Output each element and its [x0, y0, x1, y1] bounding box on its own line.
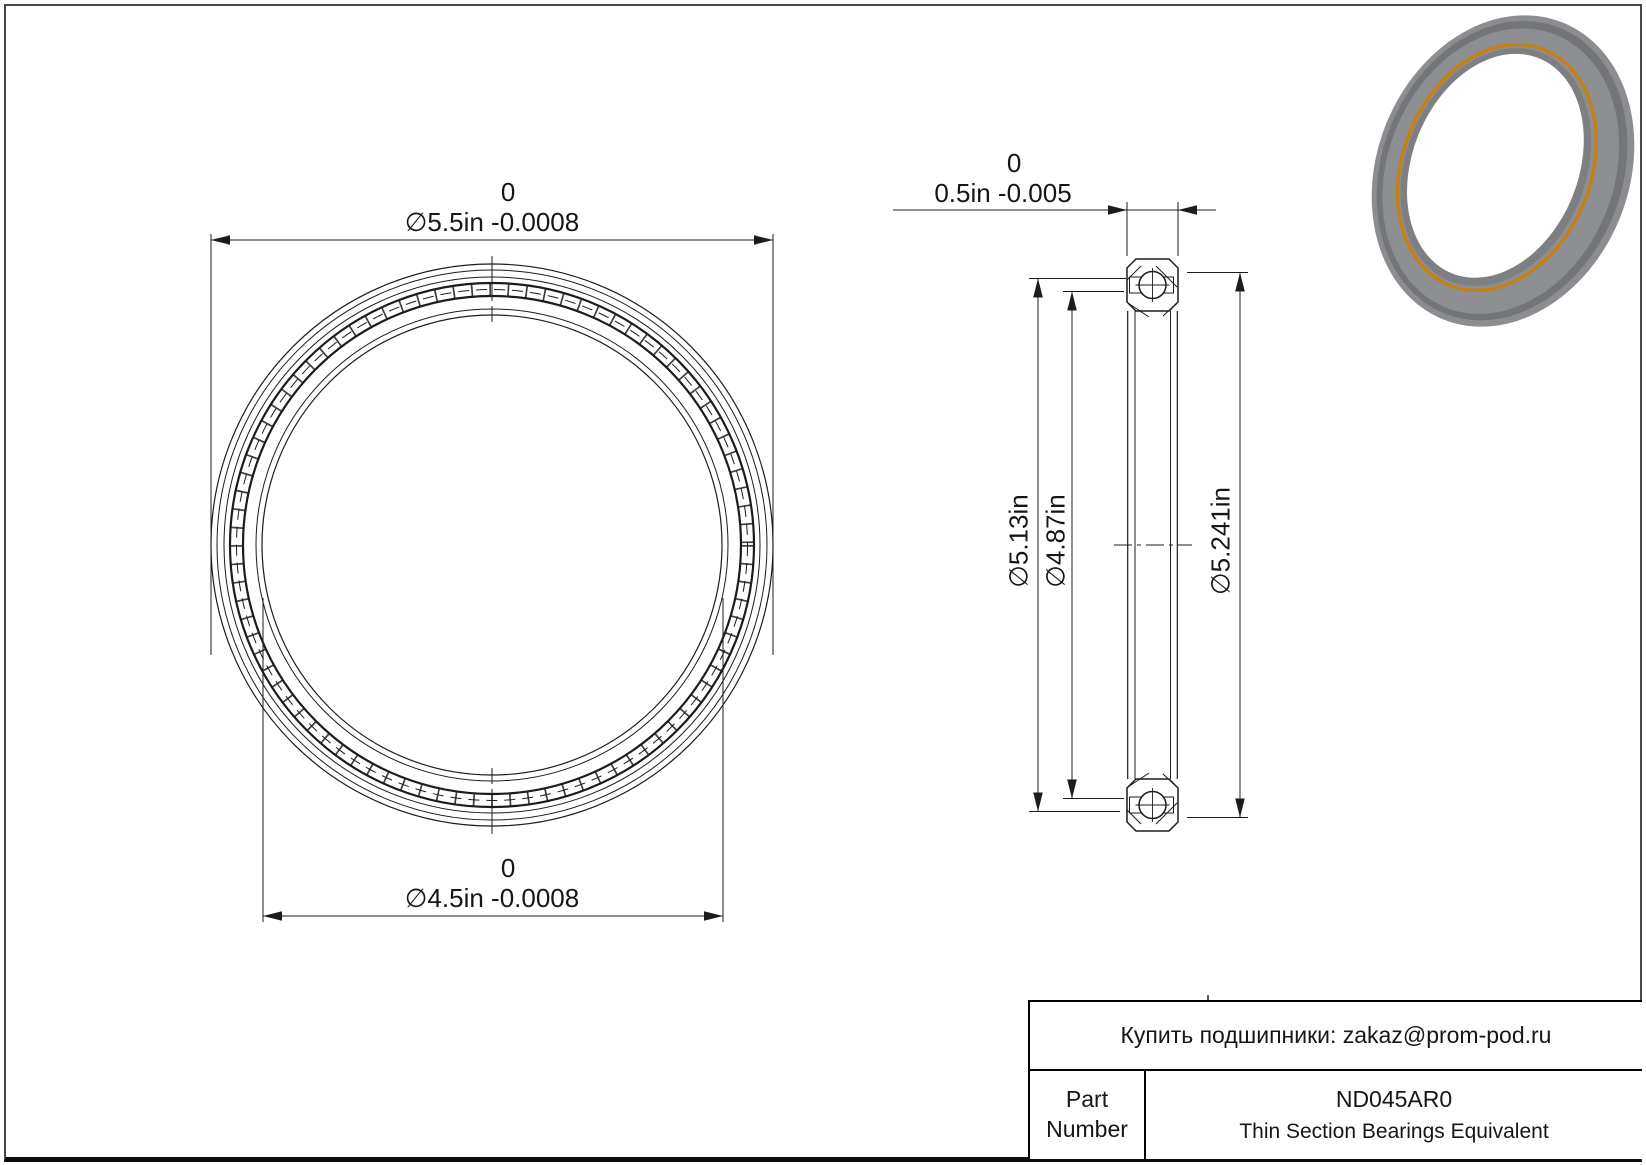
dim-outer-land-diameter: ∅5.241in [1205, 487, 1236, 595]
dim-width-label: 0.5in -0.005 [934, 178, 1072, 208]
dim-bore-diameter-label: ∅4.5in -0.0008 [404, 883, 580, 913]
dim-bore-diameter [377, 855, 607, 911]
dim-outer-race-diameter: ∅5.13in [1003, 494, 1034, 588]
bearing-description: Thin Section Bearings Equivalent [1239, 1120, 1549, 1143]
dim-outer-diameter-upper-tol: 0 [500, 177, 516, 207]
title-block-part-row [1030, 1071, 1642, 1159]
part-number-label-line2: Number [1046, 1116, 1128, 1142]
part-number-cell [1146, 1071, 1642, 1159]
dim-inner-race-diameter: ∅4.87in [1040, 494, 1071, 588]
front-view [211, 234, 773, 922]
outer-diameter-circle [211, 264, 773, 826]
dim-outer-diameter-label: ∅5.5in -0.0008 [404, 207, 580, 237]
inner-raceway-circle [243, 296, 741, 794]
bore-chamfer-circle [256, 309, 728, 781]
part-number-label [1030, 1071, 1146, 1159]
dim-width [924, 150, 1082, 206]
dim-bore-diameter-upper-tol: 0 [500, 853, 516, 883]
section-bottom-block [1127, 773, 1178, 831]
outer-chamfer-circle [217, 270, 767, 820]
cage-tick-circle [237, 290, 748, 801]
part-number-label-line1: Part [1065, 1086, 1109, 1113]
part-number-value: ND045AR0 [1335, 1086, 1453, 1112]
dim-outer-diameter [377, 179, 607, 235]
contact-text: Купить подшипники: zakaz@prom-pod.ru [1120, 1022, 1552, 1048]
section-top-block [1127, 259, 1178, 317]
width-dimension [893, 202, 1216, 256]
outer-land-circle [224, 277, 760, 813]
title-block [1028, 1000, 1642, 1159]
render-3d [1326, 0, 1646, 367]
title-block-contact-row [1030, 1002, 1642, 1071]
bore-circle [262, 315, 722, 775]
dim-width-upper-tol: 0 [1006, 148, 1022, 178]
